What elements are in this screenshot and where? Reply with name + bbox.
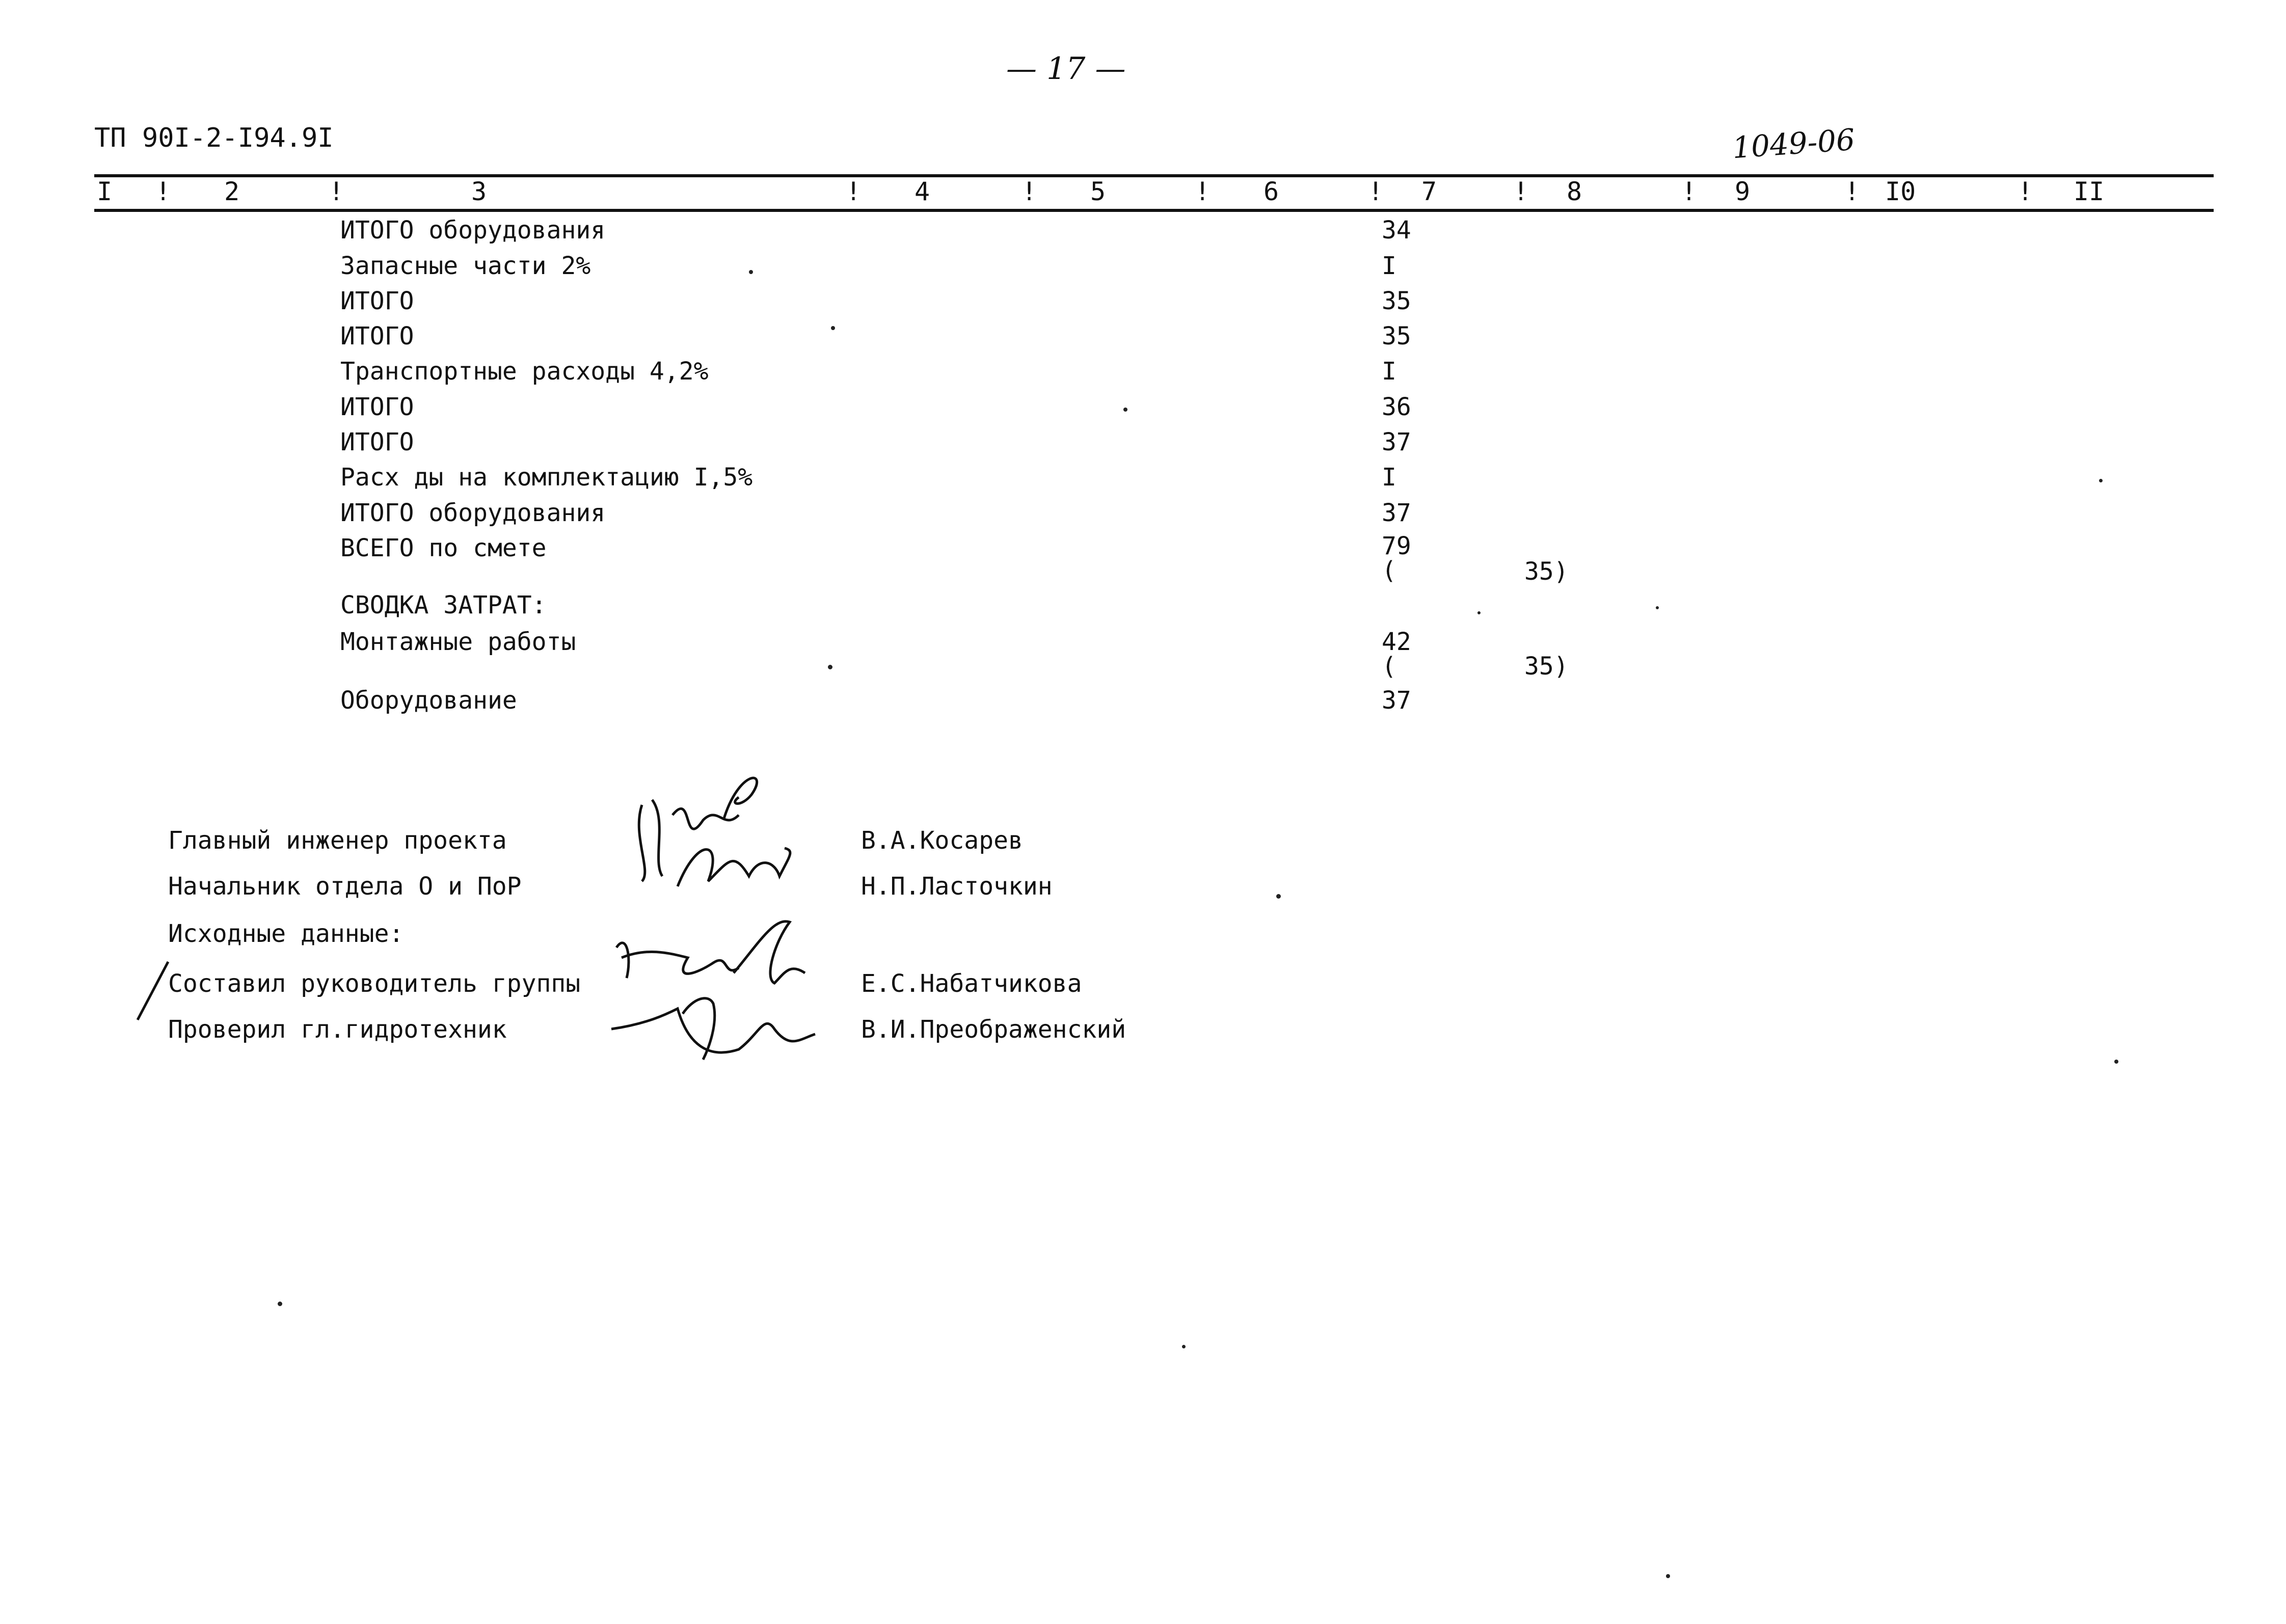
scan-speck	[2099, 479, 2103, 482]
row-label: Расх ды на комплектацию I,5%	[340, 463, 753, 492]
col-header-11: II	[2074, 177, 2105, 206]
page-number: — 17 —	[1006, 51, 1126, 87]
signature-role: Главный инженер проекта	[168, 826, 507, 855]
col-header-10: I0	[1885, 177, 1916, 206]
row-label: ИТОГО	[340, 393, 414, 421]
col-header-8: 8	[1567, 177, 1582, 206]
handwritten-signature-nabatchikova	[606, 912, 820, 1065]
section-heading: СВОДКА ЗАТРАТ:	[340, 591, 547, 619]
row-label: Оборудование	[340, 686, 517, 715]
scan-speck	[1123, 408, 1127, 412]
col-separator: !	[329, 177, 344, 206]
scan-speck	[1477, 611, 1481, 614]
handwritten-signature-kosarev	[622, 759, 805, 897]
scan-speck	[278, 1302, 282, 1306]
scan-speck	[1666, 1574, 1670, 1578]
scan-speck	[1276, 894, 1281, 899]
row-label: ИТОГО	[340, 322, 414, 350]
col-header-1: I	[97, 177, 113, 206]
row-col7-value: I	[1382, 463, 1396, 492]
scan-speck	[749, 270, 753, 274]
col-separator: !	[155, 177, 171, 206]
row-label: ИТОГО	[340, 428, 414, 456]
row-col7-bracket: (	[1382, 556, 1396, 585]
row-col7-value: I	[1382, 252, 1396, 280]
col-separator: !	[2018, 177, 2033, 206]
row-col7-value: 34	[1382, 216, 1411, 245]
col-header-2: 2	[224, 177, 240, 206]
col-separator: !	[846, 177, 862, 206]
signature-name: В.А.Косарев	[861, 826, 1023, 855]
row-col7-value: 35	[1382, 287, 1411, 315]
signature-name: Е.С.Набатчикова	[861, 969, 1082, 998]
row-label: ИТОГО оборудования	[340, 216, 606, 245]
row-label: Транспортные расходы 4,2%	[340, 357, 709, 386]
table-header-bottom-rule	[94, 209, 2214, 212]
row-label: Запасные части 2%	[340, 252, 591, 280]
handwritten-reference: 1049-06	[1731, 122, 1857, 166]
scan-speck	[831, 326, 835, 330]
row-col7-value: 37	[1382, 428, 1411, 456]
col-header-6: 6	[1263, 177, 1279, 206]
col-separator: !	[1368, 177, 1384, 206]
row-col8-value: 35)	[1524, 557, 1569, 586]
col-separator: !	[1021, 177, 1037, 206]
col-separator: !	[1681, 177, 1697, 206]
row-col7-value: 36	[1382, 393, 1411, 421]
row-label: ВСЕГО по смете	[340, 534, 547, 562]
signature-role: Начальник отдела О и ПоР	[168, 872, 522, 901]
row-col7-value: 37	[1382, 686, 1411, 715]
col-separator: !	[1195, 177, 1211, 206]
scan-speck	[2114, 1060, 2118, 1064]
margin-slash-mark	[132, 958, 173, 1024]
signature-role: Проверил гл.гидротехник	[168, 1015, 507, 1044]
col-header-7: 7	[1421, 177, 1437, 206]
col-header-5: 5	[1090, 177, 1106, 206]
scan-speck	[1182, 1345, 1186, 1348]
col-separator: !	[1844, 177, 1860, 206]
col-header-3: 3	[471, 177, 487, 206]
col-separator: !	[1513, 177, 1529, 206]
signature-role: Составил руководитель группы	[168, 969, 581, 998]
row-col7-value: 79	[1382, 532, 1411, 560]
col-header-4: 4	[915, 177, 930, 206]
row-col7-value: 37	[1382, 499, 1411, 527]
row-label: ИТОГО	[340, 287, 414, 315]
col-header-9: 9	[1735, 177, 1751, 206]
row-col7-value: I	[1382, 357, 1396, 386]
row-col7-value: 35	[1382, 322, 1411, 350]
row-col7-bracket: (	[1382, 652, 1396, 681]
row-col7-value: 42	[1382, 628, 1411, 656]
row-label: Монтажные работы	[340, 628, 576, 656]
scan-speck	[1656, 606, 1659, 609]
signature-role: Исходные данные:	[168, 919, 404, 948]
document-code: ТП 90I-2-I94.9I	[94, 123, 334, 153]
row-label: ИТОГО оборудования	[340, 499, 606, 527]
signature-name: В.И.Преображенский	[861, 1015, 1126, 1044]
signature-name: Н.П.Ласточкин	[861, 872, 1053, 901]
row-col8-value: 35)	[1524, 652, 1569, 681]
scan-speck	[828, 665, 832, 669]
